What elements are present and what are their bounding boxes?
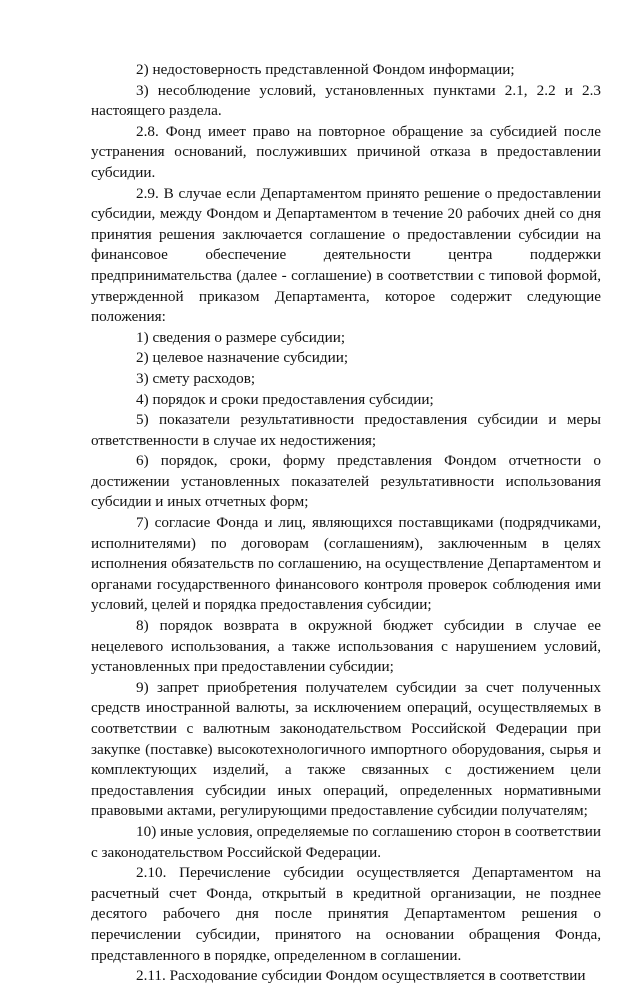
list-item-2: 2) недостоверность представленной Фондом информации;	[136, 61, 515, 78]
clause-2-9: 2.9. В случае если Департаментом принято решение о предоставлении субсидии, между Фондом и Департаментом в течение 20 рабочих дней со дня принятия решения заключается соглашение о предоставлении субсидии на финансовое обеспечение деятельности центра поддержки предпринимательства (далее - соглашение) в соответствии с типовой формой, утвержденной приказом Департамента, которое содержит следующие положения:	[91, 184, 601, 326]
provision-8: 8) порядок возврата в окружной бюджет субсидии в случае ее нецелевого использования, а также использования с нарушением условий, установленных при предоставлении субсидии;	[91, 617, 601, 676]
clause-2-11: 2.11. Расходование субсидии Фондом осуществляется в соответствии	[136, 967, 586, 985]
provision-4: 4) порядок и сроки предоставления субсидии;	[136, 390, 434, 408]
provision-3: 3) смету расходов;	[136, 369, 256, 387]
clause-2-8: 2.8. Фонд имеет право на повторное обращение за субсидией после устранения оснований, послуживших причиной отказа в предоставлении субсидии.	[91, 122, 601, 181]
provision-6: 6) порядок, сроки, форму представления Фондом отчетности о достижении установленных показателей результативности использования субсидии и иных отчетных форм;	[91, 452, 601, 511]
clause-2-10: 2.10. Перечисление субсидии осуществляется Департаментом на расчетный счет Фонда, открытый в кредитной организации, не позднее десятого рабочего дня после принятия Департаментом решения о перечислении субсидии, принятого на основании обращения Фонда, представленного в порядке, определенном в соглашении.	[91, 864, 601, 964]
provision-1: 1) сведения о размере субсидии;	[136, 328, 346, 346]
document-body	[91, 60, 601, 987]
provision-2: 2) целевое назначение субсидии;	[136, 349, 349, 367]
provision-10: 10) иные условия, определяемые по соглашению сторон в соответствии с законодательством Российской Федерации.	[91, 822, 601, 861]
list-item-3: 3) несоблюдение условий, установленных пунктами 2.1, 2.2 и 2.3 настоящего раздела.	[91, 81, 601, 120]
provision-7: 7) согласие Фонда и лиц, являющихся поставщиками (подрядчиками, исполнителями) по договорам (соглашениям), заключенным в целях исполнения обязательств по соглашению, на осуществление Департаментом и органами государственного финансового контроля проверок соблюдения ими условий, целей и порядка предоставления субсидии;	[91, 514, 601, 614]
provision-5: 5) показатели результативности предоставления субсидии и меры ответственности в случае их недостижения;	[91, 411, 601, 449]
provision-9: 9) запрет приобретения получателем субсидии за счет полученных средств иностранной валюты, за исключением операций, осуществляемых в соответствии с валютным законодательством Российской Федерации при закупке (поставке) высокотехнологичного импортного оборудования, сырья и комплектующих изделий, а также связанных с достижением цели предоставления субсидии иных операций, определенных нормативными правовыми актами, регулирующими предоставление субсидии получателям;	[91, 678, 601, 820]
